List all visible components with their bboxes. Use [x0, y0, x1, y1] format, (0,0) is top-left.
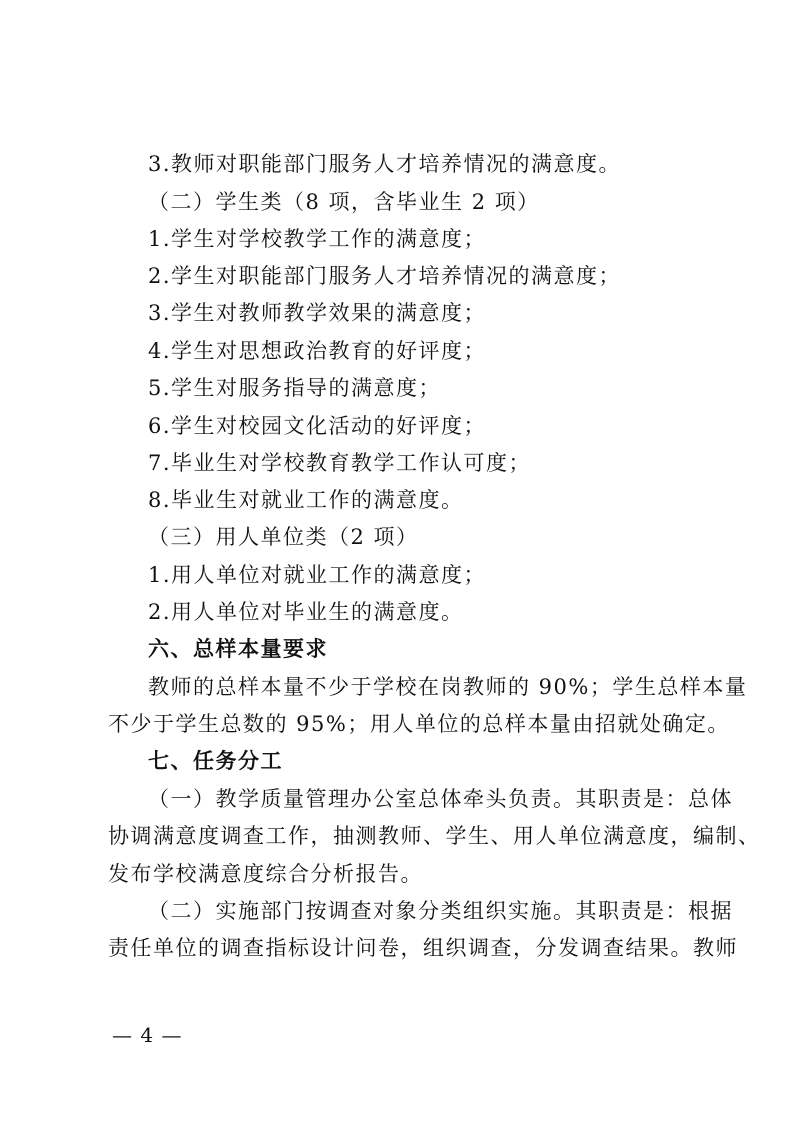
task-1-line-2: 协调满意度调查工作，抽测教师、学生、用人单位满意度，编制、: [108, 824, 761, 848]
student-item-2: 2.学生对职能部门服务人才培养情况的满意度；: [148, 264, 622, 288]
employer-item-2: 2.用人单位对毕业生的满意度。: [148, 600, 464, 624]
task-1-line-3: 发布学校满意度综合分析报告。: [108, 862, 423, 886]
page-number: — 4 —: [112, 1023, 183, 1047]
section-employer-heading: （三）用人单位类（2 项）: [148, 525, 419, 549]
student-item-4: 4.学生对思想政治教育的好评度；: [148, 339, 487, 363]
student-item-5: 5.学生对服务指导的满意度；: [148, 376, 442, 400]
section-6-heading: 六、总样本量要求: [148, 637, 328, 661]
task-2-line-1: （二）实施部门按调查对象分类组织实施。其职责是：根据: [148, 899, 733, 923]
student-item-8: 8.毕业生对就业工作的满意度。: [148, 488, 464, 512]
task-1-line-1: （一）教学质量管理办公室总体牵头负责。其职责是：总体: [148, 787, 733, 811]
teacher-item-3: 3.教师对职能部门服务人才培养情况的满意度。: [148, 152, 622, 176]
employer-item-1: 1.用人单位对就业工作的满意度；: [148, 563, 487, 587]
student-item-3: 3.学生对教师教学效果的满意度；: [148, 301, 487, 325]
student-item-7: 7.毕业生对学校教育教学工作认可度；: [148, 451, 532, 475]
student-item-6: 6.学生对校园文化活动的好评度；: [148, 414, 487, 438]
section-7-heading: 七、任务分工: [148, 749, 283, 773]
sample-paragraph-line-1: 教师的总样本量不少于学校在岗教师的 90%；学生总样本量: [148, 675, 748, 699]
student-item-1: 1.学生对学校教学工作的满意度；: [148, 227, 487, 251]
task-2-line-2: 责任单位的调查指标设计问卷，组织调查，分发调查结果。教师: [108, 936, 738, 960]
sample-paragraph-line-2: 不少于学生总数的 95%；用人单位的总样本量由招就处确定。: [108, 712, 730, 736]
section-students-heading: （二）学生类（8 项，含毕业生 2 项）: [148, 190, 540, 214]
